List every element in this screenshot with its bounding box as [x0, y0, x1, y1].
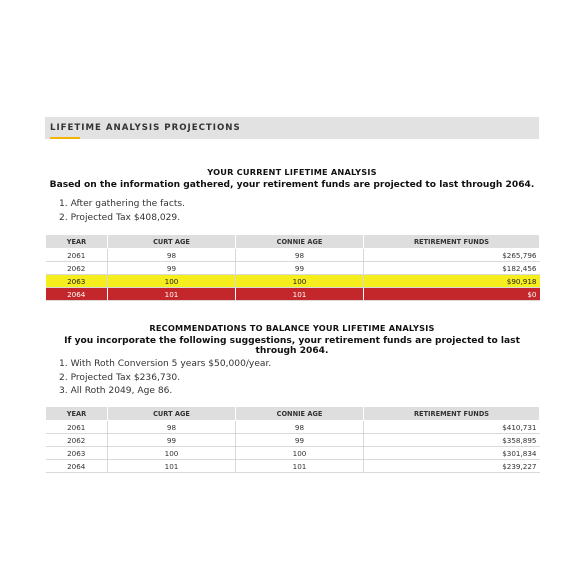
retirement-funds-cell: $301,834: [364, 447, 540, 460]
curt-age-cell: 100: [108, 275, 236, 288]
column-header-retirement-funds: RETIREMENT FUNDS: [364, 235, 540, 249]
recommendation-note: 2. Projected Tax $236,730.: [59, 372, 181, 383]
table-header-row: [46, 235, 540, 249]
section-title: LIFETIME ANALYSIS PROJECTIONS: [50, 123, 241, 133]
retirement-funds-cell: $0: [364, 288, 540, 301]
column-header-connie-age: CONNIE AGE: [236, 235, 364, 249]
curt-age-cell: 100: [108, 447, 236, 460]
table-row: [46, 434, 540, 447]
recommendations-table: [45, 406, 540, 473]
column-header-connie-age: CONNIE AGE: [236, 407, 364, 421]
recommendation-notes-list: [59, 358, 271, 399]
year-cell: 2061: [46, 249, 108, 262]
table-row: [46, 262, 540, 275]
retirement-funds-cell: $239,227: [364, 460, 540, 473]
current-note: 2. Projected Tax $408,029.: [59, 212, 181, 223]
table-row: [46, 447, 540, 460]
year-cell: 2061: [46, 421, 108, 434]
column-header-retirement-funds: RETIREMENT FUNDS: [364, 407, 540, 421]
section-header: [45, 117, 539, 139]
year-cell: 2063: [46, 275, 108, 288]
column-header-year: YEAR: [46, 235, 108, 249]
year-cell: 2062: [46, 434, 108, 447]
curt-age-cell: 98: [108, 249, 236, 262]
connie-age-cell: 101: [236, 288, 364, 301]
column-header-curt-age: CURT AGE: [108, 235, 236, 249]
recommendations-title: RECOMMENDATIONS TO BALANCE YOUR LIFETIME ANALYSIS: [149, 323, 435, 333]
table-row: [46, 421, 540, 434]
retirement-funds-cell: $358,895: [364, 434, 540, 447]
current-note: 1. After gathering the facts.: [59, 199, 186, 209]
connie-age-cell: 98: [236, 421, 364, 434]
retirement-funds-cell: $90,918: [364, 275, 540, 288]
curt-age-cell: 99: [108, 434, 236, 447]
table-row: [46, 460, 540, 473]
year-cell: 2062: [46, 262, 108, 275]
connie-age-cell: 100: [236, 275, 364, 288]
connie-age-cell: 99: [236, 262, 364, 275]
connie-age-cell: 101: [236, 460, 364, 473]
current-notes-list: [59, 198, 185, 225]
curt-age-cell: 98: [108, 421, 236, 434]
connie-age-cell: 98: [236, 249, 364, 262]
recommendations-subtitle: If you incorporate the following suggestions, your retirement funds are projected to last through 2064.: [64, 336, 520, 356]
retirement-funds-cell: $182,456: [364, 262, 540, 275]
recommendation-note: 1. With Roth Conversion 5 years $50,000/year.: [59, 359, 272, 369]
curt-age-cell: 99: [108, 262, 236, 275]
column-header-year: YEAR: [46, 407, 108, 421]
connie-age-cell: 99: [236, 434, 364, 447]
year-cell: 2064: [46, 288, 108, 301]
table-row-highlight-red: [46, 288, 540, 301]
current-analysis-subtitle: Based on the information gathered, your retirement funds are projected to last through 2064.: [49, 180, 535, 190]
table-row: [46, 249, 540, 262]
current-analysis-table: [45, 234, 540, 301]
table-header-row: [46, 407, 540, 421]
year-cell: 2063: [46, 447, 108, 460]
retirement-funds-cell: $410,731: [364, 421, 540, 434]
recommendation-note: 3. All Roth 2049, Age 86.: [59, 386, 173, 396]
curt-age-cell: 101: [108, 288, 236, 301]
column-header-curt-age: CURT AGE: [108, 407, 236, 421]
table-row-highlight-yellow: [46, 275, 540, 288]
section-title-underline: [50, 137, 80, 139]
connie-age-cell: 100: [236, 447, 364, 460]
year-cell: 2064: [46, 460, 108, 473]
curt-age-cell: 101: [108, 460, 236, 473]
current-analysis-title: YOUR CURRENT LIFETIME ANALYSIS: [207, 167, 377, 177]
retirement-funds-cell: $265,796: [364, 249, 540, 262]
